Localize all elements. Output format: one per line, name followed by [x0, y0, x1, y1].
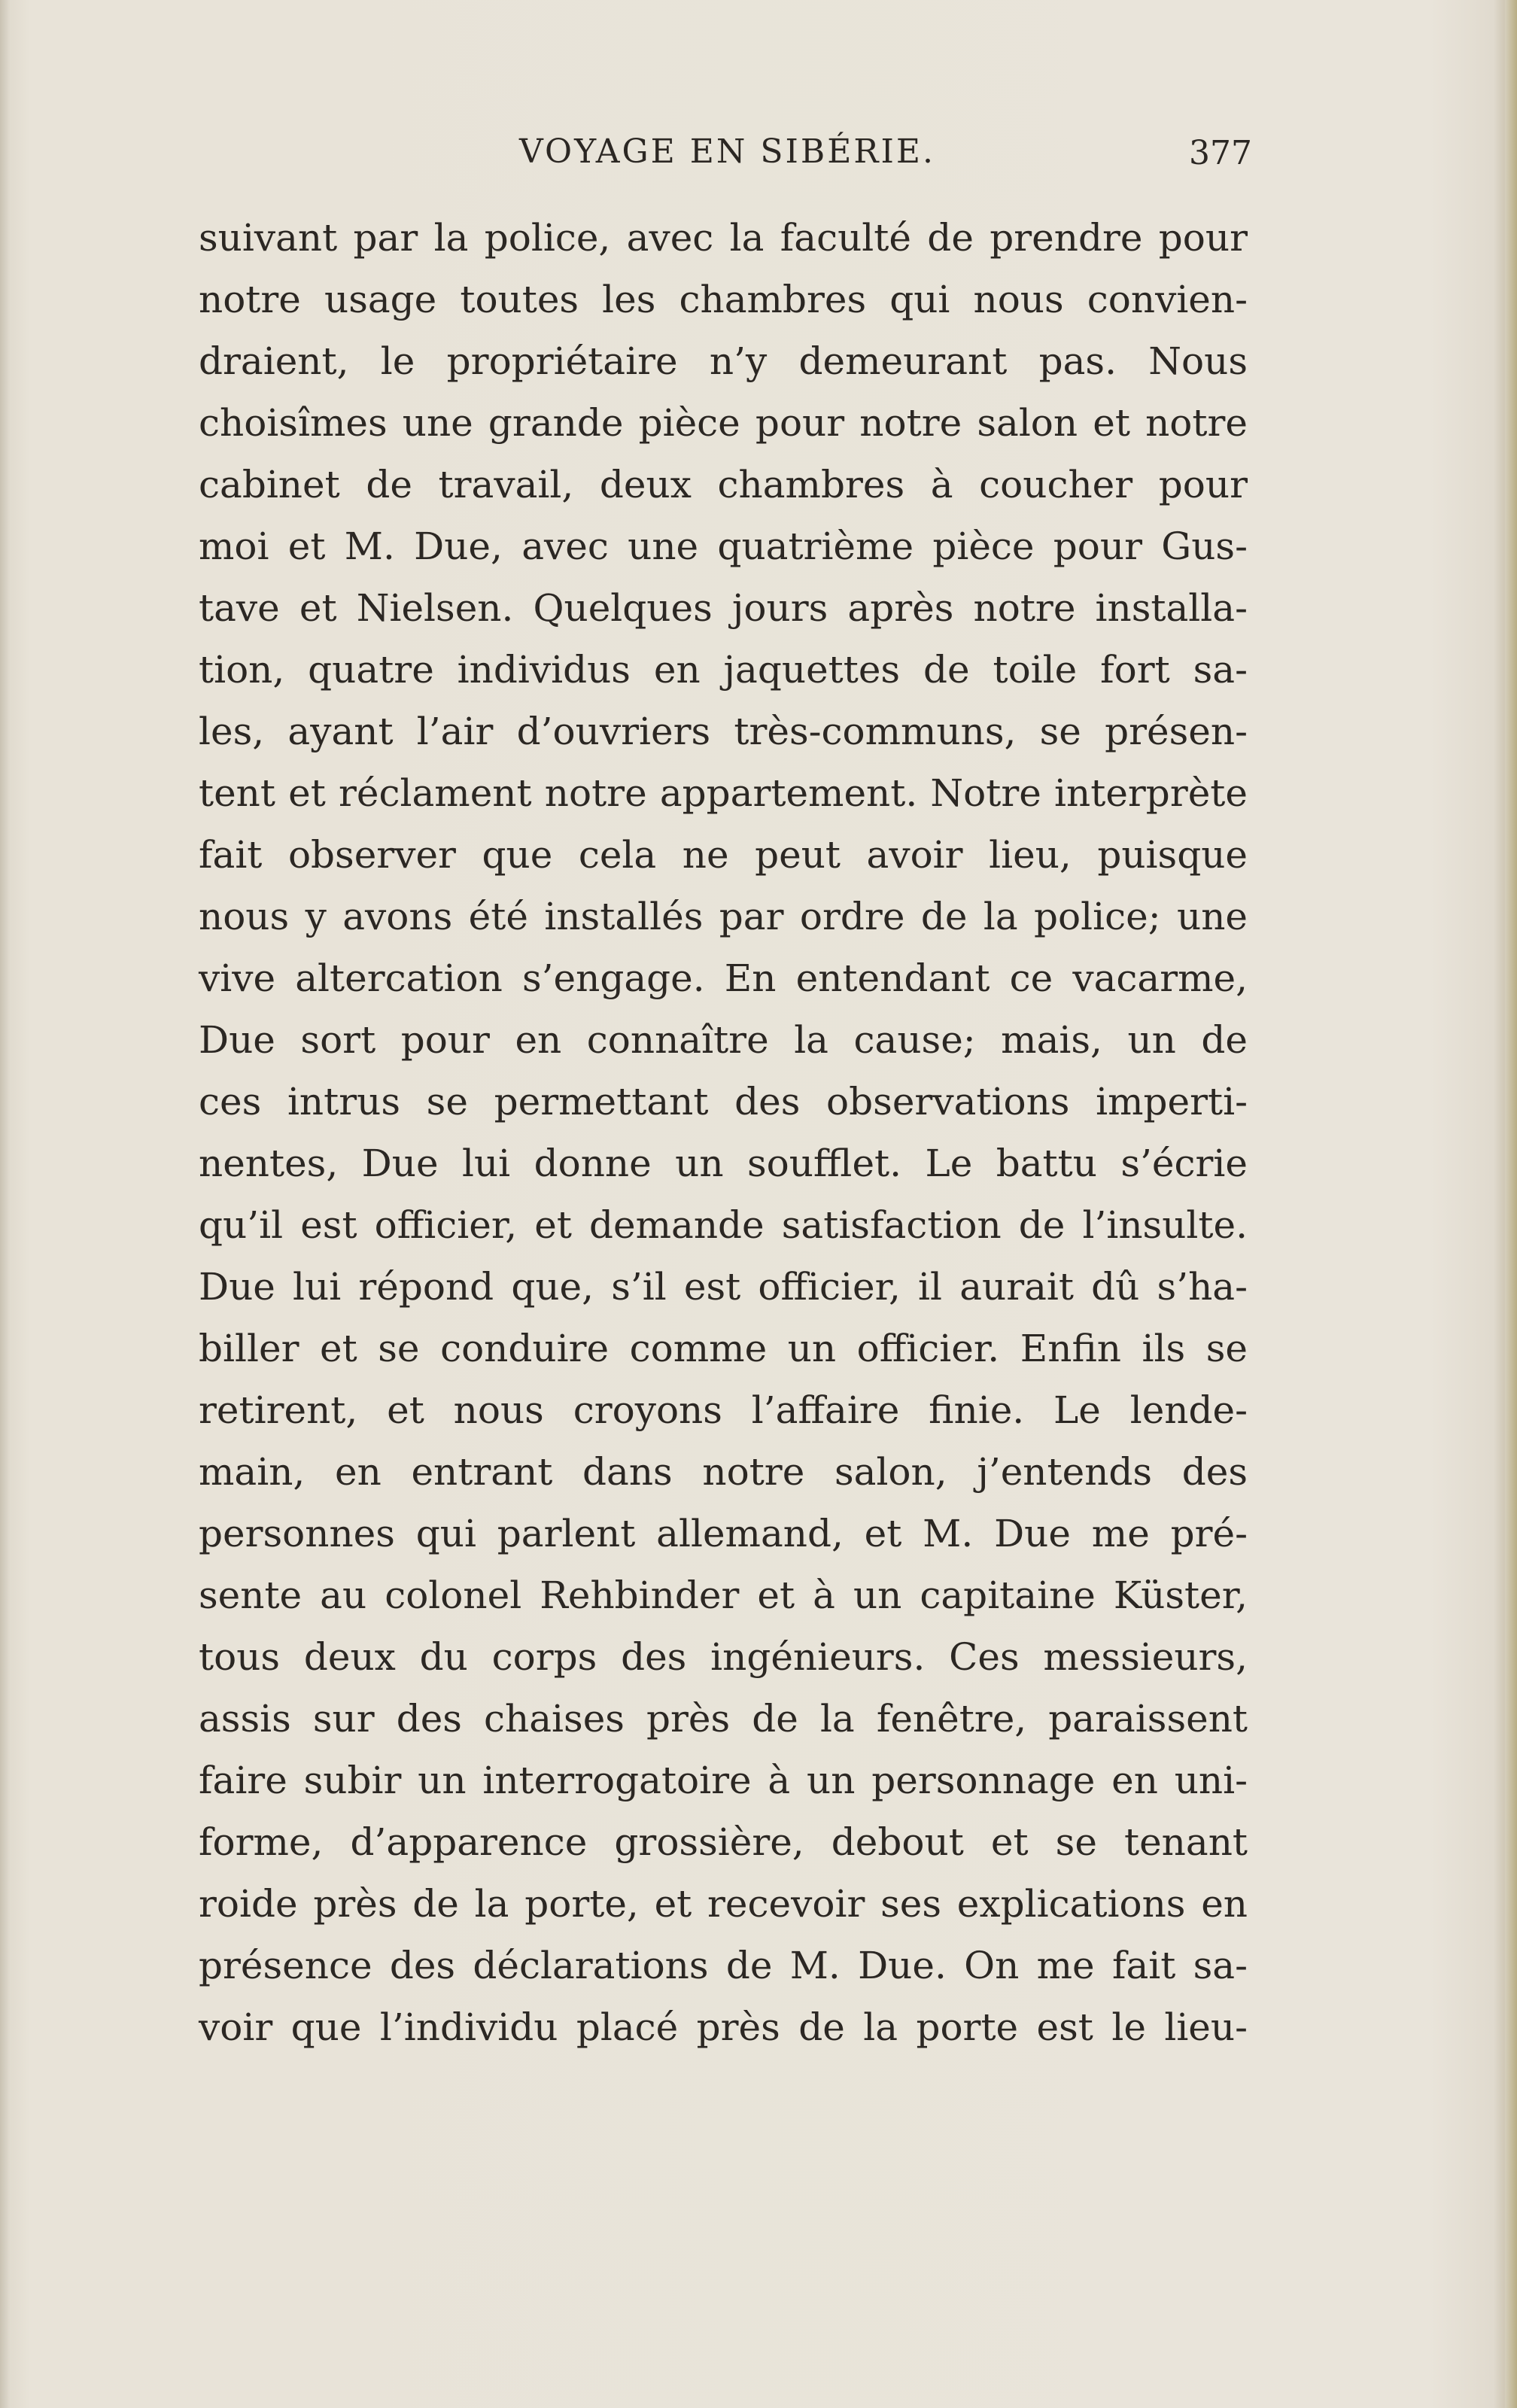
text-line: cabinet de travail, deux chambres à coucher pour: [199, 463, 1248, 506]
running-title: VOYAGE EN SIBÉRIE.: [519, 132, 935, 171]
text-line: tave et Nielsen. Quelques jours après notre installa-: [199, 586, 1248, 630]
page-left-edge: [0, 0, 11, 2408]
text-line: main, en entrant dans notre salon, j’entends des: [199, 1450, 1248, 1494]
text-line: faire subir un interrogatoire à un personnage en uni-: [199, 1759, 1248, 1802]
text-line: tent et réclament notre appartement. Notre interprète: [199, 771, 1248, 815]
text-line: ces intrus se permettant des observations imperti-: [199, 1080, 1248, 1123]
text-line: Due lui répond que, s’il est officier, il aurait dû s’ha-: [199, 1265, 1248, 1309]
text-line: fait observer que cela ne peut avoir lieu, puisque: [199, 833, 1248, 877]
text-line: retirent, et nous croyons l’affaire finie. Le lende-: [199, 1388, 1248, 1432]
text-line: biller et se conduire comme un officier. Enfin ils se: [199, 1327, 1248, 1370]
text-line: tous deux du corps des ingénieurs. Ces messieurs,: [199, 1635, 1248, 1679]
text-line: les, ayant l’air d’ouvriers très-communs, se présen-: [199, 710, 1248, 753]
text-line: vive altercation s’engage. En entendant ce vacarme,: [199, 956, 1248, 1000]
page-number: 377: [1189, 134, 1252, 172]
page-right-edge: [1505, 0, 1517, 2408]
text-line: qu’il est officier, et demande satisfaction de l’insulte.: [199, 1203, 1248, 1247]
text-line: Due sort pour en connaître la cause; mais, un de: [199, 1018, 1248, 1062]
text-line: voir que l’individu placé près de la porte est le lieu-: [199, 2005, 1248, 2049]
text-line: présence des déclarations de M. Due. On me fait sa-: [199, 1944, 1248, 1987]
text-line: tion, quatre individus en jaquettes de toile fort sa-: [199, 648, 1248, 692]
text-line: personnes qui parlent allemand, et M. Due me pré-: [199, 1512, 1248, 1555]
text-line: draient, le propriétaire n’y demeurant pas. Nous: [199, 339, 1248, 383]
text-line: suivant par la police, avec la faculté de prendre pour: [199, 216, 1248, 260]
text-line: sente au colonel Rehbinder et à un capitaine Küster,: [199, 1573, 1248, 1617]
text-line: choisîmes une grande pièce pour notre salon et notre: [199, 401, 1248, 445]
text-line: moi et M. Due, avec une quatrième pièce pour Gus-: [199, 524, 1248, 568]
body-text: [199, 207, 1248, 2058]
text-line: notre usage toutes les chambres qui nous convien-: [199, 278, 1248, 321]
text-line: assis sur des chaises près de la fenêtre, paraissent: [199, 1697, 1248, 1741]
text-line: roide près de la porte, et recevoir ses explications en: [199, 1882, 1248, 1926]
text-line: nous y avons été installés par ordre de la police; une: [199, 895, 1248, 938]
text-line: forme, d’apparence grossière, debout et se tenant: [199, 1820, 1248, 1864]
text-line: nentes, Due lui donne un soufflet. Le battu s’écrie: [199, 1142, 1248, 1185]
